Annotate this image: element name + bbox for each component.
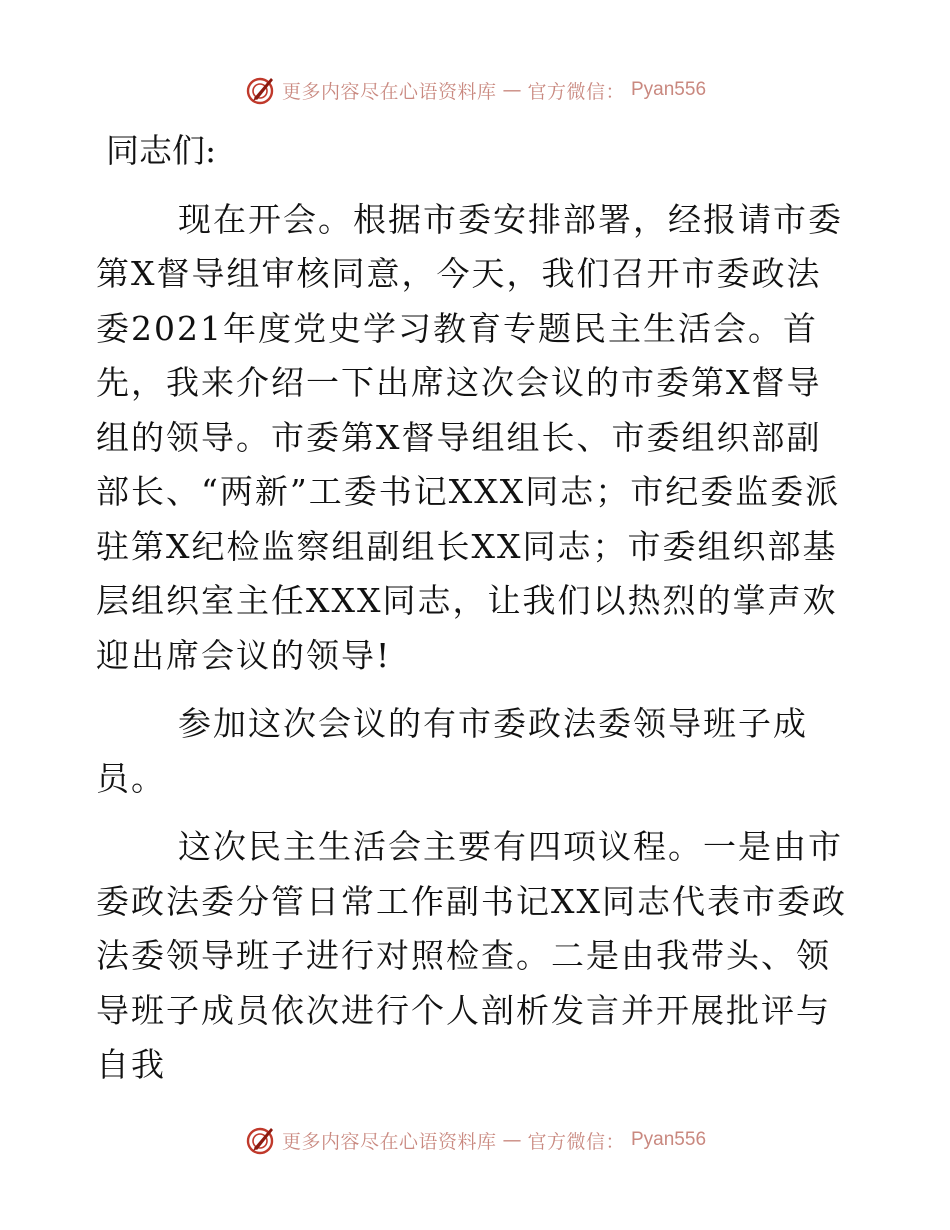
header-watermark — [0, 70, 950, 110]
watermark-separator: — — [502, 79, 522, 101]
watermark-text: 更多内容尽在心语资料库 — [281, 80, 497, 103]
watermark-wechat-label: 官方微信： — [527, 1130, 625, 1153]
paragraph-agenda: 这次民主生活会主要有四项议程。一是由市委政法委分管日常工作副书记XX同志代表市委政法委领导班子进行对照检查。二是由我带头、领导班子成员依次进行个人剖析发言并开展批评与自我 — [96, 827, 847, 1084]
quill-seal-icon — [244, 74, 276, 106]
watermark-separator: — — [502, 1129, 522, 1151]
footer-watermark — [0, 1120, 950, 1160]
watermark-wechat-id: Pyan556 — [631, 79, 707, 100]
quill-seal-icon — [244, 1124, 276, 1156]
salutation: 同志们: — [106, 131, 217, 170]
paragraph-attendees: 参加这次会议的有市委政法委领导班子成员。 — [96, 704, 808, 798]
document-body — [96, 124, 856, 1107]
watermark-text: 更多内容尽在心语资料库 — [281, 1130, 497, 1153]
watermark-wechat-label: 官方微信： — [527, 80, 625, 103]
paragraph-opening: 现在开会。根据市委安排部署，经报请市委第X督导组审核同意，今天，我们召开市委政法委2021年度党史学习教育专题民主生活会。首先，我来介绍一下出席这次会议的市委第X督导组的领导。市委第X督导组组长、市委组织部副部长、“两新”工委书记XXX同志；市纪委监委派驻第X纪检监察组副组长XX同志；市委组织部基层组织室主任XXX同志，让我们以热烈的掌声欢迎出席会议的领导! — [96, 199, 843, 675]
watermark-wechat-id: Pyan556 — [631, 1129, 707, 1150]
